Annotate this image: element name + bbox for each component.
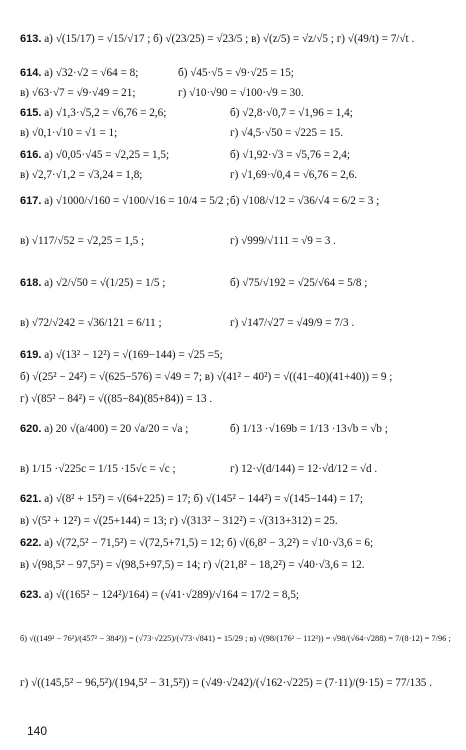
solution-text: б) √2,8·√0,7 = √1,96 = 1,4; [230,107,353,119]
page-number: 140 [27,724,48,738]
solution-text: г) √10·√90 = √100·√9 = 30. [178,87,304,99]
solution-text: г) √4,5·√50 = √225 = 15. [230,127,344,139]
problem-number: 618. [20,277,42,289]
solution-text: 620. а) 20 √(a/400) = 20 √a/20 = √a ; [20,423,189,435]
solution-text: г) √999/√111 = √9 = 3 . [230,235,336,247]
solution-text: 615. а) √1,3·√5,2 = √6,76 = 2,6; [20,107,167,119]
problem-number: 615. [20,107,42,119]
solution-text: 621. а) √(8² + 15²) = √(64+225) = 17; б) √(145² − 144²) = √(145−144) = 17; [20,493,364,505]
problem-number: 623. [20,589,42,601]
solution-text: в) √2,7·√1,2 = √3,24 = 1,8; [20,169,143,181]
solution-text: г) √((145,5² − 96,5²)/(194,5² − 31,5²)) = (√49·√242)/(√162·√225) = (7·11)/(9·15) = 77/135 . [20,677,432,689]
solution-text: б) √108/√12 = √36/√4 = 6/2 = 3 ; [230,195,380,207]
solution-text: 614. а) √32·√2 = √64 = 8; [20,67,139,79]
problem-number: 614. [20,67,42,79]
solution-text: б) 1/13 ·√169b = 1/13 ·13√b = √b ; [230,423,388,435]
problem-number: 613. [20,33,42,45]
solution-text: г) √(85² − 84²) = √((85−84)(85+84)) = 13 . [20,393,213,405]
solution-text: 623. а) √((165² − 124²)/164) = (√41·√289)/√164 = 17/2 = 8,5; [20,589,299,601]
solution-text: 619. а) √(13² − 12²) = √(169−144) = √25 =5; [20,349,223,361]
solution-text: б) √((149² − 76²)/(457² − 384²)) = (√73·√225)/(√73·√841) = 15/29 ; в) √(98/(176² − 112²)) = √98/(√64·√288) = 7/(8·12) = 7/96 ; [20,634,451,643]
solution-text: 617. а) √1000/√160 = √100/√16 = 10/4 = 5/2 ; [20,195,230,207]
solution-text: б) √(25² − 24²) = √(625−576) = √49 = 7; в) √(41² − 40²) = √((41−40)(41+40)) = 9 ; [20,371,393,383]
problem-number: 616. [20,149,42,161]
solution-text: г) √1,69·√0,4 = √6,76 = 2,6. [230,169,357,181]
solution-text: в) 1/15 ·√225c = 1/15 ·15√c = √c ; [20,463,176,475]
solution-text: в) √117/√52 = √2,25 = 1,5 ; [20,235,145,247]
problem-number: 622. [20,537,42,549]
problem-number: 617. [20,195,42,207]
solution-text: 613. а) √(15/17) = √15/√17 ; б) √(23/25) = √23/5 ; в) √(z/5) = √z/√5 ; г) √(49/t) = 7/√t . [20,33,415,45]
problem-number: 619. [20,349,42,361]
solution-text: г) √147/√27 = √49/9 = 7/3 . [230,317,355,329]
solution-text: б) √75/√192 = √25/√64 = 5/8 ; [230,277,368,289]
problem-number: 621. [20,493,42,505]
solution-text: в) √(98,5² − 97,5²) = √(98,5+97,5) = 14; г) √(21,8² − 18,2²) = √40·√3,6 = 12. [20,559,365,571]
solution-text: 622. а) √(72,5² − 71,5²) = √(72,5+71,5) = 12; б) √(6,8² − 3,2²) = √10·√3,6 = 6; [20,537,374,549]
solution-text: в) √(5² + 12²) = √(25+144) = 13; г) √(313² − 312²) = √(313+312) = 25. [20,515,338,527]
solution-text: б) √45·√5 = √9·√25 = 15; [178,67,294,79]
solution-text: б) √1,92·√3 = √5,76 = 2,4; [230,149,351,161]
solution-text: в) √63·√7 = √9·√49 = 21; [20,87,136,99]
solution-text: 616. а) √0,05·√45 = √2,25 = 1,5; [20,149,170,161]
solution-text: в) √72/√242 = √36/121 = 6/11 ; [20,317,162,329]
solution-text: г) 12·√(d/144) = 12·√d/12 = √d . [230,463,378,475]
solution-text: 618. а) √2/√50 = √(1/25) = 1/5 ; [20,277,166,289]
problem-number: 620. [20,423,42,435]
solution-text: в) √0,1·√10 = √1 = 1; [20,127,118,139]
